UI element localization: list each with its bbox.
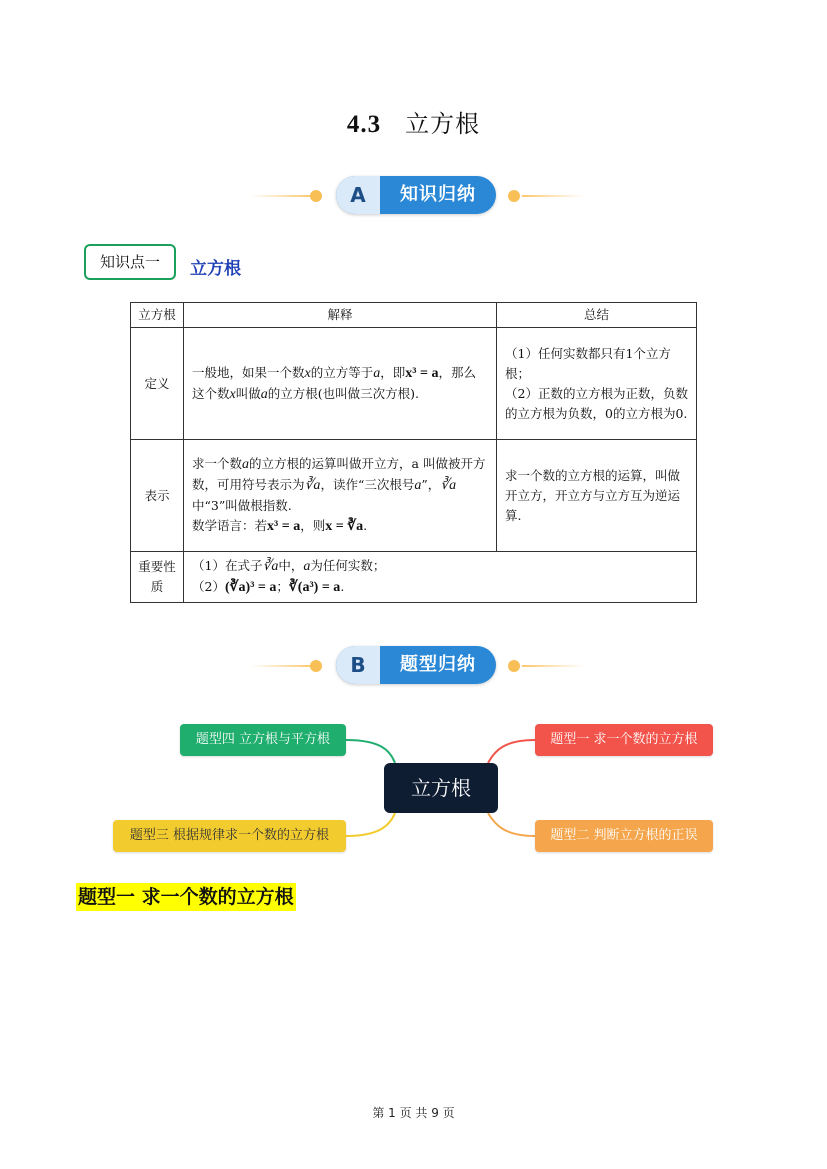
- section-title: 立方根: [405, 110, 481, 138]
- knowledge-point-tag: 知识点一: [84, 244, 176, 280]
- link-topic-3: [346, 813, 395, 836]
- row-label-definition: 定义: [131, 328, 184, 440]
- rep-text-2b: ，则: [300, 518, 326, 533]
- cube-root-a: ∛a: [304, 478, 321, 493]
- var-a-5: a: [303, 559, 311, 574]
- prop-text-1b: 中，: [278, 558, 304, 573]
- formula-rep-1: x³ = a: [267, 519, 301, 534]
- banner-label: 知识归纳: [400, 184, 476, 205]
- prop-text-1a: （1）在式子: [192, 558, 263, 573]
- rep-text-1b: 的立方根的运算叫做开立方，a 叫做被开方数，可用符号表示为: [192, 456, 486, 492]
- formula-x-cubed: x³ = a: [405, 365, 439, 381]
- rep-text-1c: ，读作“三次根号: [320, 477, 415, 492]
- header-explain: 解释: [184, 303, 497, 328]
- formula-rep-2: x = ∛a: [325, 519, 364, 534]
- representation-summary: 求一个数的立方根的运算，叫做开立方，开立方与立方互为逆运算.: [497, 440, 697, 552]
- var-a-3: a: [242, 457, 250, 472]
- link-topic-4: [346, 740, 395, 763]
- def-summary-2: （2）正数的立方根为正数，负数的立方根为负数，0的立方根为0.: [505, 385, 688, 421]
- var-a: a: [373, 365, 381, 381]
- formula-prop-2: ∛(a³) = a: [288, 580, 341, 595]
- topic-node-1: 题型一 求一个数的立方根: [535, 724, 713, 756]
- topic-node-4: 题型四 立方根与平方根: [180, 724, 346, 756]
- row-label-representation: 表示: [131, 440, 184, 552]
- topic-node-2: 题型二 判断立方根的正误: [535, 820, 713, 852]
- prop-end: .: [340, 579, 345, 594]
- def-summary-1: （1）任何实数都只有1个立方根；: [505, 345, 671, 381]
- formula-prop-1: (∛a)³ = a: [224, 580, 277, 595]
- def-text-1: 一般地，如果一个数: [192, 364, 305, 380]
- cube-root-a-2: ∛a: [440, 478, 457, 493]
- prop-text-2a: （2）: [192, 579, 225, 594]
- prop-sep: ；: [276, 579, 289, 594]
- var-x-2: x: [229, 386, 236, 402]
- header-cube-root: 立方根: [131, 303, 184, 328]
- banner-b-label: 题型归纳: [400, 654, 476, 675]
- def-text-2: 的立方等于: [310, 364, 374, 380]
- link-topic-2: [488, 813, 535, 836]
- def-text-6: 的立方根(也叫做三次方根).: [267, 385, 419, 401]
- link-topic-1: [488, 740, 535, 763]
- banner-b-letter: B: [336, 646, 380, 684]
- def-text-3: ，即: [380, 364, 406, 380]
- var-a-4: a: [414, 478, 422, 493]
- topic-node-3: 题型三 根据规律求一个数的立方根: [113, 820, 346, 852]
- row-label-property: 重要性质: [131, 552, 184, 603]
- rep-text-1a: 求一个数: [192, 456, 243, 471]
- def-text-5: 叫做: [235, 385, 261, 401]
- var-x: x: [304, 365, 311, 381]
- page-footer: 第 1 页 共 9 页: [372, 1106, 455, 1120]
- rep-text-1e: 中“3”叫做根指数.: [192, 498, 292, 513]
- banner-letter: A: [336, 176, 380, 214]
- prop-text-1c: 为任何实数；: [310, 558, 386, 573]
- def-text-4: ，那么这个数: [192, 364, 476, 401]
- knowledge-point-title: 立方根: [190, 259, 241, 279]
- var-a-2: a: [260, 386, 268, 402]
- section-heading: 题型一 求一个数的立方根: [76, 883, 296, 911]
- rep-text-2end: .: [363, 518, 368, 533]
- header-summary: 总结: [497, 303, 697, 328]
- cube-root-a-3: ∛a: [262, 559, 279, 574]
- mind-map-center: 立方根: [384, 763, 498, 813]
- rep-text-2: 数学语言：若: [192, 518, 268, 533]
- section-number: 4.3: [346, 111, 382, 138]
- rep-text-1d: ”，: [421, 477, 441, 492]
